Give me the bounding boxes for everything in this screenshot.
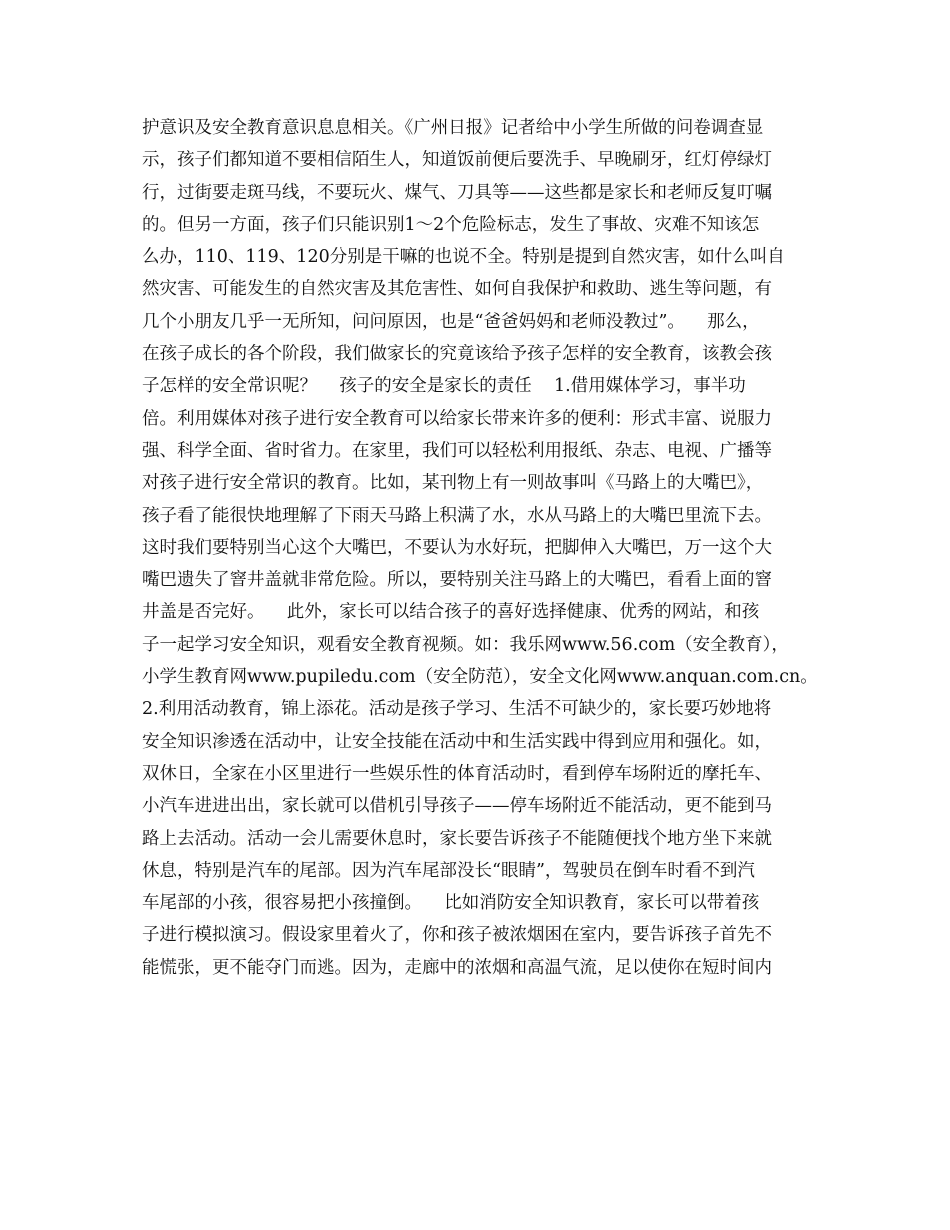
text-line: 么办，110、119、120分别是干嘛的也说不全。特别是提到自然灾害，如什么叫自	[142, 247, 785, 268]
text-line: 的。但另一方面，孩子们只能识别1～2个危险标志，发生了事故、灾难不知该怎	[142, 214, 760, 235]
text-line: 路上去活动。活动一会儿需要休息时，家长要告诉孩子不能随便找个地方坐下来就	[142, 828, 772, 849]
text-line: 2.利用活动教育，锦上添花。活动是孩子学习、生活不可缺少的，家长要巧妙地将	[142, 699, 772, 720]
text-line: 示，孩子们都知道不要相信陌生人，知道饭前便后要洗手、早晚刷牙，红灯停绿灯	[142, 150, 772, 171]
text-line: 子进行模拟演习。假设家里着火了，你和孩子被浓烟困在室内，要告诉孩子首先不	[142, 925, 772, 946]
text-line: 小汽车进进出出，家长就可以借机引导孩子——停车场附近不能活动，更不能到马	[142, 796, 772, 817]
text-line: 倍。利用媒体对孩子进行安全教育可以给家长带来许多的便利：形式丰富、说服力	[142, 408, 772, 429]
text-line: 行，过街要走斑马线，不要玩火、煤气、刀具等——这些都是家长和老师反复叮嘱	[142, 182, 772, 203]
text-line: 然灾害、可能发生的自然灾害及其危害性、如何自我保护和救助、逃生等问题，有	[142, 279, 772, 300]
text-line: 井盖是否完好。 此外，家长可以结合孩子的喜好选择健康、优秀的网站，和孩	[142, 602, 760, 623]
text-line: 子怎样的安全常识呢？ 孩子的安全是家长的责任 1.借用媒体学习，事半功	[142, 376, 746, 397]
text-line: 嘴巴遗失了窨井盖就非常危险。所以，要特别关注马路上的大嘴巴，看看上面的窨	[142, 570, 772, 591]
text-line: 休息，特别是汽车的尾部。因为汽车尾部没长“眼睛”，驾驶员在倒车时看不到汽	[142, 860, 755, 881]
text-line: 安全知识渗透在活动中，让安全技能在活动中和生活实践中得到应用和强化。如，	[142, 731, 772, 752]
body-text	[142, 112, 822, 984]
text-line: 护意识及安全教育意识息息相关。《广州日报》记者给中小学生所做的问卷调查显	[142, 118, 764, 138]
text-line: 几个小朋友几乎一无所知，问问原因，也是“爸爸妈妈和老师没教过”。 那么，	[142, 311, 760, 332]
text-line: 这时我们要特别当心这个大嘴巴，不要认为水好玩，把脚伸入大嘴巴，万一这个大	[142, 537, 772, 558]
text-line: 强、科学全面、省时省力。在家里，我们可以轻松利用报纸、杂志、电视、广播等	[142, 440, 772, 461]
text-line: 对孩子进行安全常识的教育。比如，某刊物上有一则故事叫《马路上的大嘴巴》，	[142, 473, 764, 494]
text-line: 小学生教育网www.pupiledu.com（安全防范），安全文化网www.anquan.com.cn。	[142, 667, 818, 688]
text-line: 双休日，全家在小区里进行一些娱乐性的体育活动时，看到停车场附近的摩托车、	[142, 763, 772, 784]
text-line: 子一起学习安全知识，观看安全教育视频。如：我乐网www.56.com（安全教育），	[142, 634, 789, 655]
text-line: 在孩子成长的各个阶段，我们做家长的究竟该给予孩子怎样的安全教育，该教会孩	[142, 344, 772, 365]
text-line: 孩子看了能很快地理解了下雨天马路上积满了水，水从马路上的大嘴巴里流下去。	[142, 505, 772, 526]
text-line: 能慌张，更不能夺门而逃。因为，走廊中的浓烟和高温气流，足以使你在短时间内	[142, 957, 772, 978]
text-line: 车尾部的小孩，很容易把小孩撞倒。 比如消防安全知识教育，家长可以带着孩	[142, 893, 760, 914]
